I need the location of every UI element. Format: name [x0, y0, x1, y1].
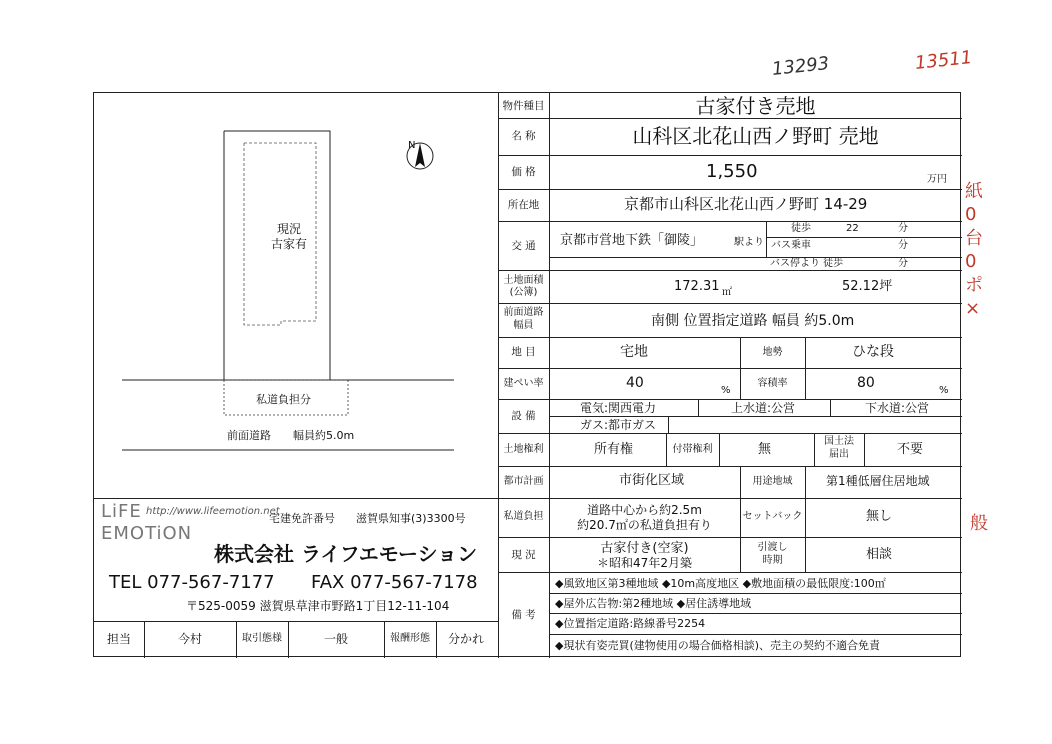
tanto-label: 担当: [106, 632, 131, 646]
area-m2: 172.31: [674, 279, 720, 294]
road-label: 前面道路: [503, 307, 544, 318]
kenpei-value: 40: [626, 375, 644, 391]
hikiwatashi-label: 引渡し: [757, 542, 788, 553]
bus-unit: 分: [898, 240, 908, 251]
shido-line2: 約20.7㎡の私道負担有り: [577, 518, 712, 532]
yoseki-label: 容積率: [757, 378, 788, 389]
logo-line2: EMOTiON: [101, 523, 193, 544]
front-road-width: 幅員約5.0m: [293, 429, 355, 442]
north-label: N: [408, 140, 416, 151]
private-road-label: 私道負担分: [256, 393, 311, 406]
genkyo-line1: 古家付き(空家): [600, 541, 689, 556]
map-house-label: 古家有: [270, 237, 307, 251]
kenri-value: 所有権: [594, 442, 634, 457]
walk-unit: 分: [898, 223, 908, 234]
chisei-label: 地勢: [762, 347, 783, 358]
handwritten-side-note-bottom: 般: [970, 513, 988, 534]
busstop-unit: 分: [898, 258, 908, 269]
name-value: 山科区北花山西ノ野町 売地: [632, 124, 879, 148]
toshi-value: 市街化区域: [619, 473, 685, 488]
yoseki-percent: %: [939, 385, 949, 396]
kenri-label: 土地権利: [503, 444, 544, 455]
area-label: 土地面積: [503, 275, 544, 286]
license-label: 宅建免許番号: [269, 512, 335, 525]
location-value: 京都市山科区北花山西ノ野町 14-29: [624, 195, 868, 213]
kokudo-label: 国土法: [824, 436, 854, 447]
hikiwatashi-label-sub: 時期: [762, 555, 783, 566]
company-name: 株式会社 ライフエモーション: [214, 542, 478, 566]
genkyo-label: 現 況: [511, 549, 536, 561]
property-sheet: [93, 92, 961, 657]
toshi-label: 都市計画: [503, 476, 544, 487]
company-url[interactable]: http://www.lifeemotion.net: [146, 506, 280, 517]
front-road-label: 前面道路: [227, 429, 271, 442]
walk-label: 徒歩: [791, 223, 811, 234]
biko-line3: ◆位置指定道路:路線番号2254: [555, 617, 706, 630]
denki-value: 電気:関西電力: [580, 401, 657, 415]
company-tel: TEL 077-567-7177: [109, 572, 275, 593]
area-m2-unit: ㎡: [722, 287, 732, 298]
handwritten-number: 13293: [771, 53, 831, 80]
biko-line1: ◆風致地区第3種地域 ◆10m高度地区 ◆敷地面積の最低限度:100㎡: [555, 577, 886, 590]
company-fax: FAX 077-567-7178: [311, 572, 478, 593]
road-value: 南側 位置指定道路 幅員 約5.0m: [651, 313, 855, 329]
houshu-value: 分かれ: [447, 632, 484, 646]
logo-line1: LiFE: [101, 501, 142, 522]
type-value: 古家付き売地: [695, 94, 816, 118]
setsubi-label: 設 備: [511, 410, 536, 422]
handwritten-side-note: 紙0 台0 ポ×: [965, 181, 983, 319]
chisei-value: ひな段: [852, 344, 894, 360]
yoseki-value: 80: [857, 375, 875, 391]
traffic-label: 交 通: [511, 240, 536, 252]
kokudo-label-sub: 届出: [829, 449, 849, 460]
traffic-station: 京都市営地下鉄「御陵」: [560, 233, 704, 248]
walk-value: 22: [846, 223, 859, 234]
name-label: 名 称: [511, 130, 536, 142]
gesui-value: 下水道:公営: [865, 401, 930, 415]
torihiki-label: 取引態様: [242, 633, 282, 644]
location-label: 所在地: [507, 199, 540, 211]
traffic-eki: 駅より: [734, 237, 764, 248]
shido-label: 私道負担: [503, 511, 544, 522]
chimoku-label: 地 目: [511, 346, 536, 358]
price-label: 価 格: [511, 166, 536, 178]
area-tsubo: 52.12坪: [842, 279, 893, 294]
genkyo-line2: ＊昭和47年2月築: [597, 556, 692, 570]
handwritten-number-red: 13511: [914, 47, 974, 74]
area-label-sub: (公簿): [509, 287, 538, 298]
kenpei-label: 建ぺい率: [503, 378, 544, 389]
shido-line1: 道路中心から約2.5m: [587, 503, 702, 517]
busstop-label: バス停より 徒歩: [770, 258, 844, 269]
youto-value: 第1種低層住居地域: [826, 474, 930, 488]
kokudo-value: 不要: [897, 442, 924, 457]
youto-label: 用途地域: [752, 476, 793, 487]
torihiki-value: 一般: [323, 632, 348, 646]
setback-label: セットバック: [742, 511, 803, 522]
biko-line4: ◆現状有姿売買(建物使用の場合価格相談)、売主の契約不適合免責: [555, 639, 881, 652]
chimoku-value: 宅地: [620, 344, 648, 360]
type-label: 物件種目: [502, 100, 545, 112]
jousui-value: 上水道:公営: [731, 401, 796, 415]
license-value: 滋賀県知事(3)3300号: [356, 512, 466, 525]
futai-label: 付帯権利: [672, 444, 713, 455]
setback-value: 無し: [866, 509, 893, 524]
biko-line2: ◆屋外広告物:第2種地域 ◆居住誘導地域: [555, 597, 752, 610]
road-label-sub: 幅員: [513, 320, 534, 331]
futai-value: 無: [758, 442, 772, 457]
biko-label: 備 考: [511, 609, 536, 621]
kenpei-percent: %: [721, 385, 731, 396]
price-value: 1,550: [706, 161, 758, 182]
price-unit: 万円: [927, 174, 947, 185]
tanto-value: 今村: [177, 632, 202, 646]
map-current-label: 現況: [276, 222, 301, 236]
hikiwatashi-value: 相談: [866, 547, 893, 562]
gas-value: ガス:都市ガス: [580, 418, 657, 432]
bus-label: バス乗車: [771, 240, 811, 251]
company-address: 〒525-0059 滋賀県草津市野路1丁目12-11-104: [186, 599, 450, 613]
houshu-label: 報酬形態: [390, 633, 430, 644]
